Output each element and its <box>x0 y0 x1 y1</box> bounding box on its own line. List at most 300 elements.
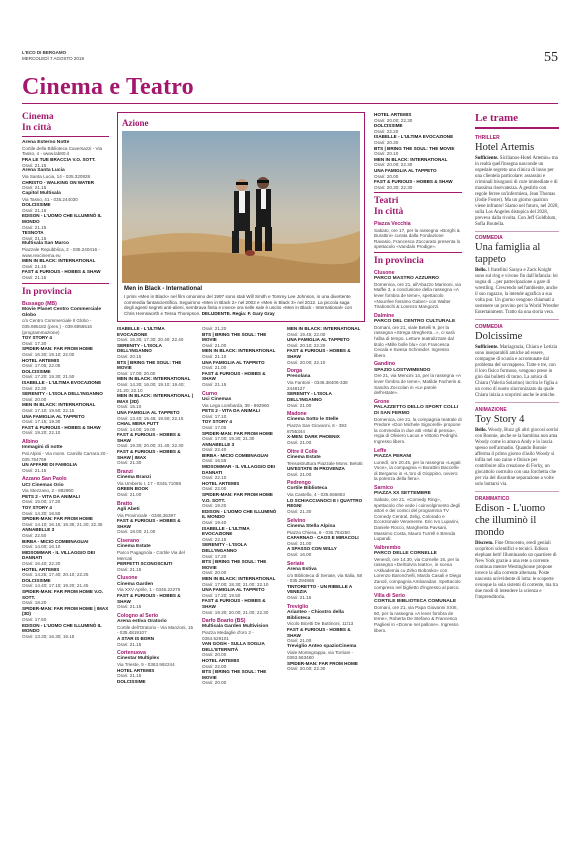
listing-time: Orari: 21.20 <box>202 326 227 331</box>
masthead <box>22 50 84 61</box>
listing-venue: Cinestar Multiplex <box>117 656 160 662</box>
azione-summary <box>124 294 360 316</box>
listing-addr: Piazza Chiesa, 6 - 035.764250 <box>287 529 350 535</box>
review-genre: COMMEDIA <box>475 324 503 331</box>
column-2 <box>117 326 194 836</box>
listing-venue: Arena Santa Lucia <box>22 168 65 174</box>
listing-venue: PARCO DEL CENTRO CULTURALE <box>374 319 456 325</box>
listing-addr: Tensostruttura Piazzale Mons. Belotti <box>287 460 363 466</box>
listing-city: Ciserano <box>117 538 140 544</box>
sidebar-rule <box>475 127 559 129</box>
listing-film: EDISON - L'UOMO CHE ILLUMINÒ IL MONDO <box>22 213 102 224</box>
section-divider <box>22 283 109 284</box>
listing-city: Sarnico <box>374 484 394 491</box>
listing-film: TESNOTA <box>22 230 44 236</box>
listing-film: SPIDER-MAN: FAR FROM HOME <box>22 346 93 352</box>
listing-city: Leffe <box>374 447 387 454</box>
listing-time: Orari: 19.20; 22.10 <box>22 430 61 436</box>
listing-time: Orari: 15.10 <box>117 404 142 410</box>
listing-film: HOTEL ARTEMIS <box>22 566 60 572</box>
listing-venue: Arena Estiva <box>287 566 317 572</box>
review-text: Fine Ottocento, eredi geniali scopritori scientifici e tecnici. Edison elephant belt! Illuminando un quartiere di New York grazie a una rete a corrente continua mentre Westinghouse propone invece la alla corrente alternata. Poste nascosta un'evidente di lotta: le scoperte ovunque la sola sistemi di corrente, ma tra due modi di intendere la scienza e l'imprenditoria. <box>475 540 558 600</box>
listing-venue: Arena estiva Oratorio <box>117 618 167 624</box>
listing-time: Orari: 21.15 <box>22 467 47 473</box>
section-cinema-title: Cinema <box>22 112 54 122</box>
listing-time: Orari: 19.40 <box>202 520 227 525</box>
listing-time: Orari: 20.30; 22.30 <box>374 184 413 190</box>
listing-addr: Cortile dell'Oratorio - Via Manzoni, 15 - 035.4819107 <box>117 624 194 636</box>
listing-city: Bratto <box>117 500 133 507</box>
listing-time: Orari: 21.15 <box>22 207 47 213</box>
azione-film-title: Men in Black - International <box>124 286 203 292</box>
listing-venue: SPAZIO LOSTWIMENDO <box>374 367 431 373</box>
listing-city: Clusone <box>374 269 395 276</box>
review-text: I fratellini Saraya e Zack Knight sono sul ring e vivono fin dall'infanzia: lei sogna di ...per partecipazione a gare di wrestling. Crescendo nell'ambiente, anche il suo ragazzo, la intende agrafica a sua volta pur. Un giorno vengono chiamati a sostenere un provino per la World Wrestler Entertainment. Tratto da una storia vera. <box>475 268 559 316</box>
listing-city: Pedrengo <box>287 480 311 487</box>
listing-time: Orari: 21.15 <box>117 566 142 572</box>
review-text: Mariagrazia, Chiara e Letizia sono inseparabili amiche ad essere, compagne di scuola e accomunate dal problema del sovrappeso. Tutte e tre, con il loro fisico formoso, vengono prese in giro dai bulletti di turno. La amica di Chiara (Valeria Solarino) incrita le figlia a un corso di nuoto sincronizzato da quale Chiara inizia a scoprirsi anche le amiche. <box>475 345 558 399</box>
listing-film: HOTEL ARTEMIS <box>374 112 412 117</box>
listing-venue: PARCO DELLE CORNELLE <box>374 550 437 556</box>
listing-time: Orari: 16.40; 22.20 <box>22 561 61 567</box>
listing-venue: CORTILE BIBLIOTECA COMUNALE <box>374 599 457 605</box>
listings-teatri-provincia <box>374 270 462 633</box>
subsection-teatri-in-citta: In città <box>374 207 404 218</box>
review-genre: THRILLER <box>475 134 500 141</box>
listing-time: Orari: 17.20 <box>202 553 227 559</box>
listing-time: Orari: 14.30; 16.50 <box>22 510 61 516</box>
listing-time: Orari: 20.30 <box>374 139 399 145</box>
listing-film: DOLCISSIME <box>22 202 51 208</box>
review-genre: DRAMMATICO <box>475 495 510 502</box>
azione-summary-text: I primi «Men in Black» nel film omonimo del 1997 sono stati Will Smith e Tommy Lee Johnson, in una divertente commedia fantascientifica. Seguirono «Men in Black 2» nel 2002 e «Men in Black 3» nel 2012. La piccola saga degli agenti segreti anti-alieni, sembrava finita e invece ora nelle sale è uscito «Men in Black - International» con Chris Hemsworth e Tessa Thompson. <box>124 294 353 316</box>
listing-time: Orari: 17.10; 19.50; 22.15 <box>22 407 75 413</box>
listing-film: LO SCHIACCIANOCI E I QUATTRO REGNI <box>287 497 363 509</box>
review-title: Toy Story 4 <box>475 413 525 425</box>
listing-time: Orari: 21.00 <box>287 471 312 477</box>
listing-time: Orari: 14.00; 16.10 <box>22 544 61 550</box>
section-teatri-title: Teatri <box>374 196 399 207</box>
listing-addr: Via Fantoni - 0346.38406-338 2448127 <box>287 380 348 391</box>
listing-city: Cologno al Serio <box>117 612 159 619</box>
listing-time: Orari: 14.30; 16.00; 19.10; 19.40; 21.20; 22.10 <box>117 381 185 393</box>
listing-film: BTS | BRING THE SOUL: THE MOVIE <box>202 559 267 570</box>
review-divider <box>475 402 559 403</box>
listing-city: Selvino <box>287 517 306 524</box>
listing-time: Orari: 15.00; 17.20 <box>22 499 61 505</box>
listing-time: Orari: 21.15 <box>202 353 227 359</box>
listing-time: Orari: 21.00 <box>287 439 312 445</box>
listing-time: Orari: 22.10 <box>202 475 227 481</box>
listing-addr: Via Provinciale - 0346.36397 <box>117 512 176 518</box>
review-text: Sicilianos-Hotel Artemis» ma in realtà quell'insegna nasconde un ospedale segreto una clinica di lusso per una clientela particolare: assassini e criminali bisognosi di cure immediate e di massima riservatezza. A gestirlo con regole ferree un'infermiera, Jean Thomas (Jodie Foster). Ma un giorno qualcun viene infranto! Siamo nel futuro, nel 2028, sulla Los Angeles distopica del 2028, preveva dalla rivolta. Con Jeff Goldblum, Sofia Boutella. <box>475 155 559 227</box>
listing-time: Orari: 21.15 <box>117 673 142 679</box>
page-number: 55 <box>544 50 558 65</box>
listing-time: Orari: 18.20 <box>22 600 47 606</box>
sidebar-title: Le trame <box>475 112 519 124</box>
subsection-in-citta: In città <box>22 123 52 133</box>
listing-addr: Cortile della Biblioteca Caversazzi - Via Tasso, 4 - www.lab80.it <box>22 145 103 157</box>
listing-time: Orari: 22.15 <box>202 536 227 542</box>
listing-time: Orari: 21.15 <box>117 641 142 647</box>
listing-addr: Via Santa Lucia, 14 - 035.320828 <box>22 173 91 179</box>
listing-film: SPIDER-MAN: FAR FROM HOME | IMAX (3D) <box>22 605 109 617</box>
listing-film: BIRBA - MICIO COMBINAGUAI <box>22 538 89 544</box>
listing-venue: Movie Planet Centro Commerciale Globo <box>22 306 102 318</box>
listing-time: Orari: 19.30; 20.00; 21.40; 22.30 <box>117 443 184 449</box>
listing-time: Orari: 21.00 <box>287 638 312 644</box>
listing-film: FRA LE TUE BRACCIA V.O. SOTT. <box>22 156 96 162</box>
listing-city: Seriate <box>287 560 305 567</box>
listing-film: UNA FAMIGLIA AL TAPPETO <box>202 359 265 365</box>
listing-film: UNA FAMIGLIA AL TAPPETO <box>202 587 265 593</box>
listing-time: Orari: 17.05 <box>202 424 227 430</box>
listing-addr: Ore 21, via Mencini 14, per la rassegna «A lever fombra de teme», Matilde Facheris & Sandra Zoccolan in «Le parole dell'estate». <box>374 373 461 396</box>
listing-city: Oltre il Colle <box>287 448 318 455</box>
review-genre: ANIMAZIONE <box>475 406 507 413</box>
listing-city: Curno <box>202 390 218 397</box>
listing-time: Orari: 17.00; 20.00 <box>117 370 156 376</box>
listing-film: SERENITY - L'ISOLA DELL'INGANNO <box>287 391 332 402</box>
listing-time: Orari: 19.45; 22.00 <box>287 331 326 337</box>
listing-time: Orari: 14.40; 17.10; 19.20; 21.45 <box>22 583 89 589</box>
listing-addr: Domani, ore 21, viale Betelli 9, per la rassegna «Strega stregherta...», ci sarà l'alba di tempo. Letture teatralizzate dal titolo «Mille bolle blu» con Francesca Cecala e Swesa Schneider. Ingresso libero. <box>374 324 455 358</box>
listing-venue: Cortile Biblioteca <box>287 486 328 492</box>
listing-city: Madone <box>287 411 307 418</box>
section-divider <box>22 136 109 137</box>
listing-film: FAST & FURIOUS - HOBBS & SHAW <box>287 626 351 638</box>
listing-city: Cortenuova <box>117 650 146 657</box>
listing-time: Orari: 20.00; 22.30 <box>374 162 413 168</box>
listing-film: MEN IN BLACK: INTERNATIONAL <box>22 258 96 264</box>
listing-time: Orari: 21.00 <box>202 342 227 348</box>
listing-film: A SPASSO CON WILLY <box>287 546 337 552</box>
listing-time: Orari: 16.55 <box>202 458 227 464</box>
listing-film: X-MEN: DARK PHOENIX <box>287 434 340 440</box>
listing-film: ANNABELLE 3 <box>22 527 55 533</box>
listing-time: Orari: 20.00 <box>22 396 47 402</box>
listing-time: Orari: 21.15 <box>22 235 47 241</box>
listing-time: Orari: 21.00 <box>287 540 312 546</box>
listing-time: Orari: 20.00; 22.10 <box>287 359 326 365</box>
listing-film: BTS | BRING THE SOUL: THE MOVIE <box>117 359 182 371</box>
listing-film: GREEN BOOK <box>117 486 149 492</box>
listing-film: PETS 2 - VITA DA ANIMALI <box>202 408 260 414</box>
review-verdict: Sufficiente. <box>475 155 499 161</box>
listing-venue: Uci Cinemas <box>202 396 232 402</box>
listing-addr: Domenica, ore 21, all'Abazzo Marinoni, via Maffei 3, a conclusione della rassegna «A lever fombra de teme», spettacolo «Nounfee fossimo Gaber» con Walter Tiraboschi & Lorenzo Mangozzi. <box>374 281 461 310</box>
listing-addr: Via Stezzano, 2 - 892960 <box>22 488 74 494</box>
review-title: Una famiglia al tappeto <box>475 242 541 266</box>
listing-film: UNA FAMIGLIA AL TAPPETO <box>22 413 85 419</box>
listing-addr: Via Umberto I, 17 - 0345.71088 <box>117 480 182 486</box>
listing-time: Orari: 17.05; 22.05 <box>22 363 61 369</box>
listing-time: Orari: 21.15 <box>22 224 47 230</box>
listing-time: Orari: 21.15 <box>22 162 47 168</box>
azione-feature-box <box>117 112 365 322</box>
listing-time: Orari: 17.00; 18.30; 21.00; 22.10 <box>202 581 269 587</box>
listing-addr: Via Tasso, 41 - 035.244030 <box>22 196 78 202</box>
listing-film: ISABELLE - L'ULTIMA EVOCAZIONE <box>117 326 165 337</box>
listing-film: ISABELLE - L'ULTIMA EVOCAZIONE <box>22 379 102 385</box>
listings-col4 <box>287 326 364 672</box>
listing-film: FAST & FURIOUS - HOBBS & SHAW <box>202 370 266 382</box>
review-body <box>475 345 559 399</box>
listing-time: Orari: 13.30; 16.30; 19.15 <box>22 633 75 639</box>
listing-venue: Cinema Branzi <box>117 475 151 481</box>
listing-venue: Agli Abeti <box>117 506 140 512</box>
listing-addr: Pal.Alpini - Via mons. Camillo Carrara 20 - 035.754769 <box>22 450 109 462</box>
listing-film: MIDSOMMAR - IL VILLAGGIO DEI DANNATI <box>22 549 95 561</box>
listing-film: SERENITY - L'ISOLA DELL'INGANNO <box>117 342 162 354</box>
listing-time: Orari: 14.00; 19.00 <box>117 426 156 432</box>
listing-film: MEN IN BLACK: INTERNATIONAL <box>22 402 96 408</box>
listing-addr: Venerdì, ore 14.30, via Cornelle 16, per la rassegna «DelSolvra teatro», in scena «Akkademia cu Zirko Bobosko» con Lorenzo Baronchelli, Mardo Casali e Diego Zanoli, compagnia Ambaradan. Spettacolo compreso nel biglietto d'ingresso al parco. <box>374 556 462 590</box>
listing-film: MIDSOMMAR - IL VILLAGGIO DEI DANNATI <box>202 464 275 475</box>
listing-venue: Capitol Multisala <box>22 190 61 196</box>
review-body <box>475 428 559 488</box>
listing-time: Orari: 21.30 <box>287 509 312 515</box>
listing-city: Azzano San Paolo <box>22 476 67 483</box>
review-body <box>475 156 559 228</box>
review-verdict: Bello. <box>475 427 487 433</box>
listing-film: DOLCISSIME <box>117 678 146 684</box>
listing-time: Orari: 21.00 <box>287 402 312 408</box>
listing-time: Orari: 17.00; 19.30; 21.30 <box>202 436 255 442</box>
listing-time: Orari: 22.20 <box>374 128 399 134</box>
review-genre: COMMEDIA <box>475 235 503 242</box>
listing-time: Orari: 17.10 <box>202 413 227 419</box>
listing-time: Orari: 20.00 <box>374 173 399 179</box>
listing-film: SERENITY - L'ISOLA DELL'INGANNO <box>22 391 103 397</box>
listing-addr: Piazza Medaglie d'oro 2 - 0364.529101 <box>202 630 254 641</box>
listing-time: Orari: 20.10 <box>374 151 399 157</box>
column-3 <box>202 326 279 836</box>
listing-film: MEN IN BLACK: INTERNATIONAL | IMAX (3D) <box>117 393 193 404</box>
listing-film: BTS | BRING THE SOUL: THE MOVIE <box>202 331 267 343</box>
listing-time: Orari: 17.20; 19.50 <box>202 592 241 598</box>
listing-venue: Cinema Estate <box>117 544 151 550</box>
listing-film: UN AFFARE DI FAMIGLIA <box>22 462 78 468</box>
listing-film: EDISON - L'UOMO CHE ILLUMINÒ IL MONDO <box>22 622 102 634</box>
listing-film: PETS 2 - VITA DA ANIMALI <box>22 493 80 499</box>
listing-addr: Piazza San Giovanni, 6 - 393 8755344 <box>287 423 347 434</box>
listings-in-citta <box>22 140 109 281</box>
listing-time: Orari: 19.30; 20.00; 21.00; 22.30 <box>202 609 269 615</box>
listing-time: Orari: 16.00 <box>287 552 312 558</box>
publication-name: L'ECO DI BERGAMO <box>22 50 67 55</box>
listing-film: DOLCISSIME <box>22 577 51 583</box>
listing-film: CAFARNAO - CAOS E MIRACOLI <box>287 535 359 541</box>
listing-venue: Arena Esterno Notte <box>22 140 70 145</box>
listing-film: VAN GOGH - SULLA SOGLIA DELL'ETERNITÀ <box>202 641 265 652</box>
listing-time: Orari: 20.00; 22.30 <box>374 117 413 123</box>
listing-time: Orari: 21.30 <box>117 460 142 466</box>
column-4 <box>287 326 364 836</box>
review-text: Woody, Buzz gli altri giocosi sorrisi con Bonnie, anche se la bambina non ama Woody come lo amava Andy e lo lascia spesso nell'armadio. Quando Bonnie afferma il primo giorno d'asilo Woody si infila nel suo zaino e finisce per contribuire alla creazione di Forky, un giocattolo costruito con una forchetta che per via del disordine separazione a volte solo buttarsi via. <box>475 427 559 487</box>
review-divider <box>475 319 559 320</box>
listing-film: SPIDER-MAN: FAR FROM HOME <box>287 660 358 666</box>
listing-addr: Domenica, ore 21, la compagnia teatrale di Predore «Don Michele Signorelli» propone la commedia in due atti «Mal di pensia», regia di Oliviero Lacus e Vittorio Pedrighi. Ingresso libero. <box>374 416 462 444</box>
listing-time: Orari: 21.00 <box>202 365 227 371</box>
listing-film: FAST & FURIOUS - HOBBS & SHAW <box>374 179 453 185</box>
listing-time: Orari: 21.15 <box>22 275 47 281</box>
review-divider <box>475 491 559 492</box>
review-verdict: Sufficiente. <box>475 345 499 351</box>
listing-film: SPIDER-MAN: FAR FROM HOME <box>22 516 93 522</box>
listing-time: Orari: 15.30; 17.30; 20.40; 22.40 <box>117 337 184 343</box>
listing-film: UNA FAMIGLIA AL TAPPETO <box>117 409 180 415</box>
listing-film: TINTORETTO - UN RIBELLE A VENEZIA <box>287 583 353 595</box>
listing-time: Orari: 21.00 <box>117 492 142 498</box>
listing-film: SPIDER-MAN: FAR FROM HOME <box>202 430 273 436</box>
listing-time: Orari: 20.00 <box>202 652 227 658</box>
listing-addr: c/o Centro Commerciale Il Globo - 035.695182 (pren.) - 039.6956516 (programmazione) <box>22 318 92 335</box>
listing-addr: Vicolo Bicetti De Buttinoni, 11/13 <box>287 621 354 627</box>
listing-film: ANNABELLE 3 <box>202 441 235 447</box>
listing-time: Orari: 22.40 <box>202 447 227 453</box>
listing-film: FAST & FURIOUS - HOBBS & SHAW <box>117 432 181 443</box>
listings-in-provincia <box>22 301 109 640</box>
listing-city: Valbrembo <box>374 544 401 551</box>
listing-city: Albino <box>22 438 39 445</box>
listing-film: FAST & FURIOUS - HOBBS & SHAW <box>22 424 101 430</box>
column-1 <box>22 112 109 832</box>
listing-time: Orari: 22.00 <box>202 486 227 492</box>
listing-film: TOY STORY 4 <box>22 335 52 341</box>
review-body <box>475 541 559 601</box>
listing-film: FAST & FURIOUS - HOBBS & SHAW <box>287 348 351 359</box>
listing-film: FAST & FURIOUS - HOBBS & SHAW <box>22 269 101 275</box>
listing-addr: Lunedì, ore 20.45, per la rassegna «Legati Voce», la compagnia «i Burattini Baccelli» di Bergamo in «L'oro di Gioppino, ovvero: la potenza della fiera». <box>374 459 461 482</box>
listing-film: FAST & FURIOUS - HOBBS & SHAW <box>117 592 181 604</box>
listing-addr: Sabato, ore 21, «Comedy Ring», spettacolo che vede i coinvolgimento degli attori e dei comici del programma TV Comedy Central, Zelig, Colorado e Eccezionale Veramente. Eric Ivo Luparini, Daniele Rocco, Margherita Pavsani, Massimo Costa, Mauro Turrell e Brenda Lupandi. <box>374 496 461 542</box>
review-divider <box>475 231 559 232</box>
listing-addr: c/o Biblioteca di Seriate, via Italia, 58 - 035.294868 <box>287 572 363 584</box>
listing-film: HOTEL ARTEMIS <box>202 658 240 664</box>
listing-addr: Via Trieste, 9 - 0363.992244 <box>117 662 175 668</box>
listing-time: Orari: 20.10; 22.20 <box>287 342 326 348</box>
listing-addr: Via Castello, 4 - 035.656663 <box>287 492 345 498</box>
listings-col3 <box>202 326 279 686</box>
listing-film: UN'ESTATE IN PROVENZA <box>287 466 345 472</box>
review-verdict: Bello. <box>475 268 487 274</box>
listing-film: ISABELLE - L'ULTIMA EVOCAZIONE <box>202 525 250 537</box>
listing-time: Orari: 21.15 <box>202 381 227 387</box>
listing-film: BIRBA - MICIO COMBINAGUAI <box>202 452 269 458</box>
listing-venue: UCI Cinemas Orio <box>22 482 64 488</box>
listing-film: ISABELLE - L'ULTIMA EVOCAZIONE <box>374 134 454 140</box>
listing-addr: Via XXV Aprile, 1 - 0346.22275 <box>117 587 181 593</box>
listing-time: Orari: 22.30 <box>22 385 47 391</box>
listing-time: Orari: 20.00; 22.30 <box>287 666 326 672</box>
page-headline: Cinema e Teatro <box>22 74 194 100</box>
subsection-in-provincia: In provincia <box>22 286 72 297</box>
listing-film: SPIDER-MAN: FAR FROM HOME V.O. SOTT. <box>22 588 103 600</box>
listing-venue: Arianteo - Chiostro della Biblioteca <box>287 609 344 621</box>
listing-film: HOTEL ARTEMIS <box>117 667 155 673</box>
listing-city: Branzi <box>117 468 133 475</box>
review-verdict: Discreto. <box>475 540 494 546</box>
listing-venue: PARCO MASTRO AZZURRO <box>374 276 439 282</box>
section-divider <box>374 252 462 253</box>
listing-addr: Via Lega Lombarda, 39 - 892960 <box>202 402 270 408</box>
review-title: Dolcissime <box>475 331 523 343</box>
listing-time: Orari: 22.00 <box>202 663 227 669</box>
listing-film: TOY STORY 4 <box>202 419 232 425</box>
listing-city: Gandino <box>374 361 396 368</box>
listing-addr: Parco Pagagnola - Cortile Via del Mercati <box>117 550 185 561</box>
listing-time: Orari: 20.00 <box>202 680 227 686</box>
listing-film: MEN IN BLACK: INTERNATIONAL <box>202 348 276 354</box>
review-body <box>475 268 559 316</box>
listing-city: Dorga <box>287 368 302 375</box>
listing-time: Orari: 16.30; 19.10; 22.00 <box>22 352 75 358</box>
listing-addr: Viale Montegrappa, via Torriani - 0363.563460 <box>287 649 353 661</box>
listing-venue: Immagini di notte <box>22 445 63 451</box>
listing-addr: Piazzale Repubblica, 2 - 035.240416 - www.rexcinema.eu <box>22 247 100 258</box>
listing-film: PERFETTI SCONOSCIUTI <box>117 561 173 567</box>
listing-film: MEN IN BLACK: INTERNATIONAL <box>117 376 191 382</box>
listing-venue: PIAZZA PERANI <box>374 453 412 459</box>
listing-film: MEN IN BLACK: INTERNATIONAL <box>287 326 361 331</box>
listing-film: FAST & FURIOUS - HOBBS & SHAW | IMAX <box>117 449 181 460</box>
listing-venue: Treviglio Anteo spazioCinema <box>287 643 357 649</box>
listing-time: Orari: 17.20; 19.30; 21.50 <box>22 374 75 380</box>
listing-city: Treviglio <box>287 603 309 610</box>
listing-film: UNA FAMIGLIA AL TAPPETO <box>287 337 350 343</box>
listing-venue: Multisala San Marco <box>22 241 70 247</box>
listing-film: DOLCISSIME <box>22 368 51 374</box>
listing-time: Orari: 14.10; 16.15; 19.35; 21.30; 22.35 <box>22 521 103 527</box>
listing-film: HOTEL ARTEMIS <box>202 480 240 486</box>
listing-venue: Cinema Garden <box>117 581 154 587</box>
listing-film: A STAR IS BORN <box>117 635 155 641</box>
listing-venue: Cinema Sotto le Stelle <box>287 417 339 423</box>
listing-film: SPIDER-MAN: FAR FROM HOME V.O. SOTT. <box>202 492 273 503</box>
listing-film: SERENITY - L'ISOLA DELL'INGANNO <box>202 542 247 553</box>
sidebar-le-trame <box>475 112 559 832</box>
listing-addr: Domani, ore 21, via Papa Giovanni XXIII, 60, per la rassegna «A lever fombra de teme», Roberta De Stefano & Francesca Pagliesi in «Donne nel pallone». Ingresso libero. <box>374 605 459 633</box>
listing-film: CHIAL MERA PUTT <box>117 421 159 427</box>
section-divider <box>374 192 462 193</box>
listing-time: Orari: 21.15 <box>22 185 47 191</box>
listing-venue: Multisala Garden Multivision <box>202 624 269 630</box>
listing-film: EDISON - L'UOMO CHE ILLUMINÒ IL MONDO <box>202 508 277 520</box>
listing-film: BTS | BRING THE SOUL: THE MOVIE <box>374 145 455 151</box>
listing-city: Bussago (MB) <box>22 300 57 307</box>
listings-col5-cinema <box>374 112 462 190</box>
listing-venue: PIAZZA XX SETTEMBRE <box>374 491 431 497</box>
listing-time: Orari: 17.30 <box>22 340 47 346</box>
listing-time: Orari: 14.25; 17.40; 20.10; 22.25 <box>22 572 89 578</box>
listing-venue: Presolana <box>287 374 311 380</box>
reviews-list <box>475 135 559 601</box>
listing-city: Clusone <box>117 575 138 582</box>
listing-film: MEN IN BLACK: INTERNATIONAL <box>374 156 448 162</box>
listing-time: Orari: 20.15 <box>117 353 142 359</box>
subsection-teatri-in-provincia: In provincia <box>374 255 424 266</box>
listing-film: TOY STORY 4 <box>22 505 52 511</box>
listing-film: FAST & FURIOUS - HOBBS & SHAW <box>117 518 181 529</box>
review-title: Hotel Artemis <box>475 141 535 153</box>
listing-film: DOLCISSIME <box>374 123 403 129</box>
listing-venue: Cinema Stella Alpina <box>287 523 336 529</box>
listing-time: Orari: 20.00 <box>202 570 227 576</box>
listing-film: UNA FAMIGLIA AL TAPPETO <box>374 167 437 173</box>
listing-city: Dalmine <box>374 312 395 319</box>
listing-time: Orari: 17.15; 19.30 <box>22 419 61 425</box>
